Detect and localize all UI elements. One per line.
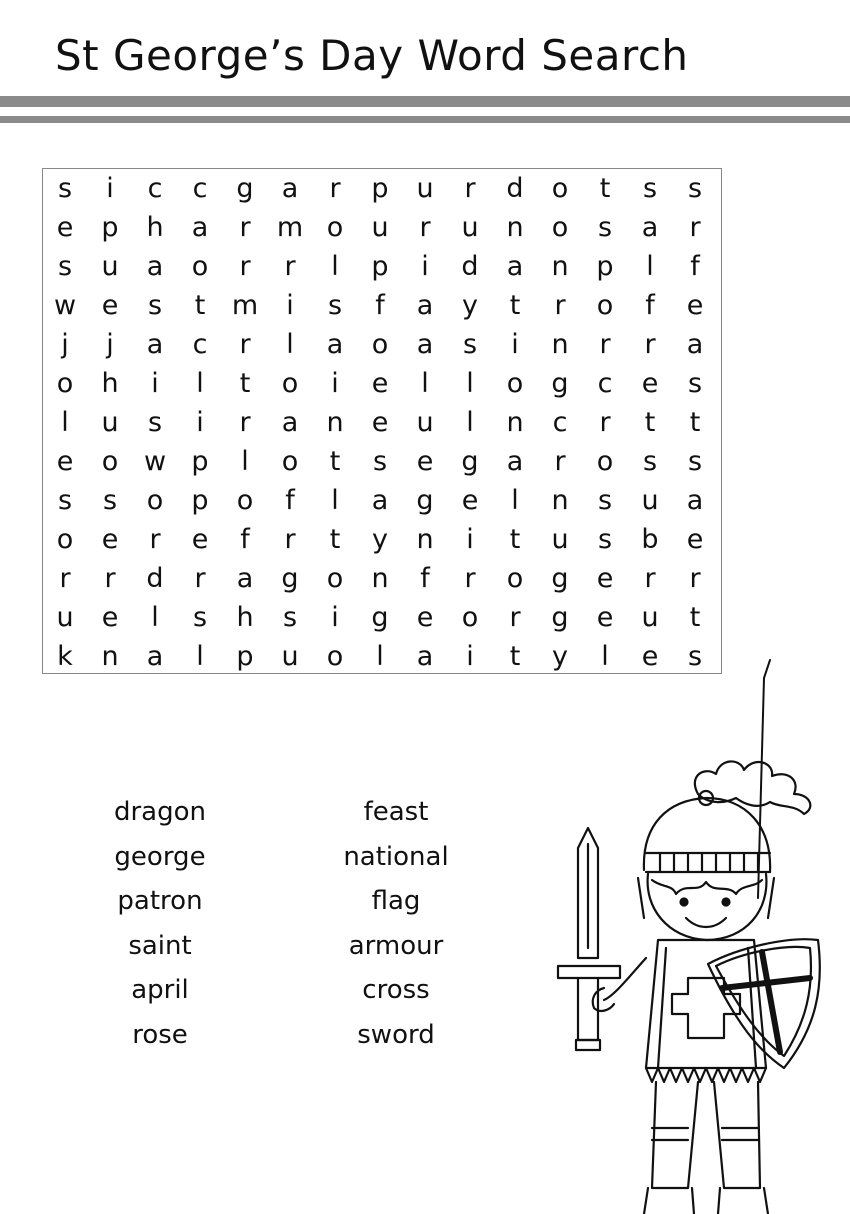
- grid-letter: l: [421, 368, 429, 399]
- grid-letter: o: [56, 524, 74, 555]
- grid-letter: i: [286, 290, 294, 321]
- grid-letter: r: [464, 173, 476, 204]
- grid-letter: l: [601, 641, 609, 672]
- grid-letter: e: [416, 602, 434, 633]
- grid-letter: u: [281, 641, 299, 672]
- grid-letter: s: [462, 329, 478, 360]
- grid-letter: o: [461, 602, 479, 633]
- grid-letter: f: [645, 290, 655, 321]
- grid-letter: a: [281, 173, 299, 204]
- grid-letter: c: [192, 329, 208, 360]
- grid-letter: l: [151, 602, 159, 633]
- grid-letter: o: [101, 446, 119, 477]
- grid-letter: d: [146, 563, 164, 594]
- word-list-left: [60, 792, 260, 1062]
- grid-letter: u: [461, 212, 479, 243]
- grid-letter: h: [236, 602, 254, 633]
- grid-letter: s: [687, 173, 703, 204]
- grid-letter: g: [551, 368, 569, 399]
- grid-letter: g: [371, 602, 389, 633]
- word-list-item: cross: [362, 975, 430, 1005]
- grid-letter: w: [143, 446, 167, 477]
- grid-letter: e: [461, 485, 479, 516]
- grid-letter: n: [551, 485, 569, 516]
- grid-letter: a: [506, 251, 524, 282]
- grid-letter: r: [239, 407, 251, 438]
- grid-letter: s: [642, 446, 658, 477]
- grid-letter: a: [416, 290, 434, 321]
- grid-letter: o: [596, 290, 614, 321]
- grid-letter: l: [331, 485, 339, 516]
- grid-letter: s: [687, 446, 703, 477]
- grid-letter: y: [552, 641, 568, 672]
- grid-letter: e: [101, 602, 119, 633]
- grid-letter: p: [191, 446, 209, 477]
- grid-letter: l: [646, 251, 654, 282]
- grid-letter: r: [689, 212, 701, 243]
- grid-letter: t: [329, 446, 341, 477]
- grid-letter: r: [149, 524, 161, 555]
- grid-letter: i: [466, 524, 474, 555]
- grid-letter: f: [420, 563, 430, 594]
- grid-letter: r: [599, 329, 611, 360]
- grid-letter: f: [690, 251, 700, 282]
- grid-letter: a: [326, 329, 344, 360]
- grid-letter: a: [686, 485, 704, 516]
- grid-letter: n: [551, 329, 569, 360]
- grid-letter: e: [56, 212, 74, 243]
- grid-letter: t: [194, 290, 206, 321]
- word-list-item: dragon: [113, 797, 206, 827]
- grid-letter: m: [276, 212, 304, 243]
- grid-letter: d: [461, 251, 479, 282]
- grid-letter: a: [506, 446, 524, 477]
- grid-letter: p: [371, 173, 389, 204]
- grid-letter: p: [371, 251, 389, 282]
- grid-letter: s: [597, 485, 613, 516]
- grid-letter: p: [191, 485, 209, 516]
- grid-letter: e: [416, 446, 434, 477]
- grid-letter: u: [641, 485, 659, 516]
- grid-letter: i: [511, 329, 519, 360]
- grid-letter: s: [57, 485, 73, 516]
- grid-letter: t: [239, 368, 251, 399]
- grid-letter: g: [236, 173, 254, 204]
- grid-letter: r: [419, 212, 431, 243]
- grid-letter: h: [101, 368, 119, 399]
- grid-letter: a: [416, 329, 434, 360]
- grid-letter: l: [376, 641, 384, 672]
- grid-letter: h: [146, 212, 164, 243]
- grid-letter: e: [641, 641, 659, 672]
- grid-letter: n: [416, 524, 434, 555]
- grid-letter: r: [284, 251, 296, 282]
- grid-letter: s: [192, 602, 208, 633]
- word-list-item: april: [131, 975, 189, 1005]
- grid-letter: u: [56, 602, 74, 633]
- grid-letter: r: [104, 563, 116, 594]
- grid-letter: m: [231, 290, 259, 321]
- grid-letter: o: [146, 485, 164, 516]
- grid-letter: r: [194, 563, 206, 594]
- grid-letter: n: [506, 407, 524, 438]
- grid-letter: g: [551, 602, 569, 633]
- grid-letter: a: [191, 212, 209, 243]
- word-list-right: [296, 792, 496, 1062]
- grid-letter: s: [687, 641, 703, 672]
- knight-illustration: [548, 648, 848, 1214]
- grid-letter: e: [371, 368, 389, 399]
- grid-letter: u: [371, 212, 389, 243]
- page-title: St George’s Day Word Search: [55, 31, 689, 80]
- grid-letter: o: [191, 251, 209, 282]
- grid-letter: f: [240, 524, 250, 555]
- word-list-item: flag: [371, 886, 421, 916]
- grid-letter: t: [509, 290, 521, 321]
- grid-letter: u: [416, 173, 434, 204]
- grid-letter: r: [644, 563, 656, 594]
- grid-letter: s: [642, 173, 658, 204]
- grid-letter: i: [106, 173, 114, 204]
- grid-letter: e: [101, 290, 119, 321]
- grid-letter: r: [509, 602, 521, 633]
- title-rule-thick: [0, 96, 850, 107]
- grid-letter: e: [191, 524, 209, 555]
- word-list-item: sword: [357, 1019, 435, 1050]
- grid-letter: s: [282, 602, 298, 633]
- grid-letter: o: [326, 212, 344, 243]
- grid-letter: t: [509, 524, 521, 555]
- grid-letter: o: [281, 446, 299, 477]
- grid-letter: n: [101, 641, 119, 672]
- grid-letter: a: [641, 212, 659, 243]
- word-list-item: patron: [117, 886, 203, 916]
- grid-letter: g: [551, 563, 569, 594]
- grid-letter: l: [241, 446, 249, 477]
- grid-letter: a: [146, 251, 164, 282]
- grid-letter: s: [57, 251, 73, 282]
- grid-letter: n: [551, 251, 569, 282]
- grid-letter: a: [371, 485, 389, 516]
- word-list-item: armour: [348, 930, 444, 961]
- grid-letter: s: [372, 446, 388, 477]
- grid-letter: i: [196, 407, 204, 438]
- grid-letter: g: [281, 563, 299, 594]
- grid-letter: o: [551, 173, 569, 204]
- grid-letter: t: [689, 407, 701, 438]
- grid-letter: p: [236, 641, 254, 672]
- grid-letter: r: [554, 290, 566, 321]
- grid-letter: r: [554, 446, 566, 477]
- word-search-grid: [42, 168, 722, 674]
- grid-letter: b: [641, 524, 659, 555]
- grid-letter: a: [281, 407, 299, 438]
- grid-letter: r: [329, 173, 341, 204]
- grid-letter: o: [236, 485, 254, 516]
- word-list-item: national: [343, 841, 449, 872]
- grid-letter: l: [466, 368, 474, 399]
- grid-letter: s: [102, 485, 118, 516]
- grid-letter: e: [101, 524, 119, 555]
- grid-letter: o: [56, 368, 74, 399]
- grid-letter: o: [281, 368, 299, 399]
- grid-letter: p: [596, 251, 614, 282]
- grid-letter: o: [506, 563, 524, 594]
- grid-letter: r: [689, 563, 701, 594]
- grid-letter: s: [57, 173, 73, 204]
- grid-letter: i: [421, 251, 429, 282]
- grid-letter: r: [59, 563, 71, 594]
- grid-letter: a: [686, 329, 704, 360]
- grid-letter: p: [101, 212, 119, 243]
- grid-letter: e: [371, 407, 389, 438]
- grid-letter: r: [239, 251, 251, 282]
- grid-letter: u: [101, 251, 119, 282]
- grid-letter: o: [506, 368, 524, 399]
- grid-letter: y: [372, 524, 388, 555]
- grid-letter: l: [196, 641, 204, 672]
- grid-letter: e: [596, 602, 614, 633]
- word-list-item: saint: [128, 930, 192, 961]
- grid-letter: l: [466, 407, 474, 438]
- grid-letter: i: [466, 641, 474, 672]
- grid-letter: u: [101, 407, 119, 438]
- grid-letter: s: [147, 290, 163, 321]
- grid-letter: n: [326, 407, 344, 438]
- grid-letter: t: [509, 641, 521, 672]
- grid-letter: d: [506, 173, 524, 204]
- grid-letter: f: [285, 485, 295, 516]
- grid-letter: e: [686, 290, 704, 321]
- grid-letter: u: [641, 602, 659, 633]
- grid-letter: o: [326, 563, 344, 594]
- grid-letter: a: [236, 563, 254, 594]
- word-list-item: george: [114, 841, 206, 872]
- grid-letter: s: [687, 368, 703, 399]
- grid-letter: u: [551, 524, 569, 555]
- grid-letter: r: [239, 329, 251, 360]
- grid-letter: y: [462, 290, 478, 321]
- grid-letter: w: [53, 290, 77, 321]
- grid-letter: n: [371, 563, 389, 594]
- grid-letter: a: [146, 329, 164, 360]
- grid-letter: o: [326, 641, 344, 672]
- grid-letter: c: [597, 368, 613, 399]
- grid-letter: i: [151, 368, 159, 399]
- grid-letter: r: [464, 563, 476, 594]
- grid-letter: i: [331, 602, 339, 633]
- grid-letter: r: [644, 329, 656, 360]
- grid-letter: g: [416, 485, 434, 516]
- grid-letter: g: [461, 446, 479, 477]
- grid-letter: o: [596, 446, 614, 477]
- grid-letter: l: [511, 485, 519, 516]
- grid-letter: i: [331, 368, 339, 399]
- word-list-item: rose: [132, 1019, 188, 1050]
- grid-letter: c: [147, 173, 163, 204]
- grid-letter: l: [286, 329, 294, 360]
- grid-letter: l: [331, 251, 339, 282]
- grid-letter: f: [375, 290, 385, 321]
- grid-letter: e: [56, 446, 74, 477]
- grid-letter: a: [146, 641, 164, 672]
- grid-letter: j: [61, 329, 69, 360]
- grid-letter: c: [552, 407, 568, 438]
- grid-letter: k: [57, 641, 73, 672]
- grid-letter: t: [599, 173, 611, 204]
- grid-letter: s: [597, 212, 613, 243]
- grid-letter: e: [641, 368, 659, 399]
- title-rule-thin: [0, 116, 850, 123]
- word-list-item: feast: [363, 797, 429, 827]
- grid-letter: r: [599, 407, 611, 438]
- grid-letter: e: [686, 524, 704, 555]
- grid-letter: j: [106, 329, 114, 360]
- grid-letter: n: [506, 212, 524, 243]
- grid-letter: s: [327, 290, 343, 321]
- grid-letter: o: [371, 329, 389, 360]
- grid-letter: o: [551, 212, 569, 243]
- grid-letter: l: [61, 407, 69, 438]
- grid-letter: u: [416, 407, 434, 438]
- grid-letter: a: [416, 641, 434, 672]
- grid-letter: t: [329, 524, 341, 555]
- grid-letter: r: [284, 524, 296, 555]
- grid-letter: s: [597, 524, 613, 555]
- grid-letter: s: [147, 407, 163, 438]
- grid-letter: t: [644, 407, 656, 438]
- grid-letter: r: [239, 212, 251, 243]
- grid-letter: e: [596, 563, 614, 594]
- grid-letter: t: [689, 602, 701, 633]
- grid-letter: c: [192, 173, 208, 204]
- grid-letter: l: [196, 368, 204, 399]
